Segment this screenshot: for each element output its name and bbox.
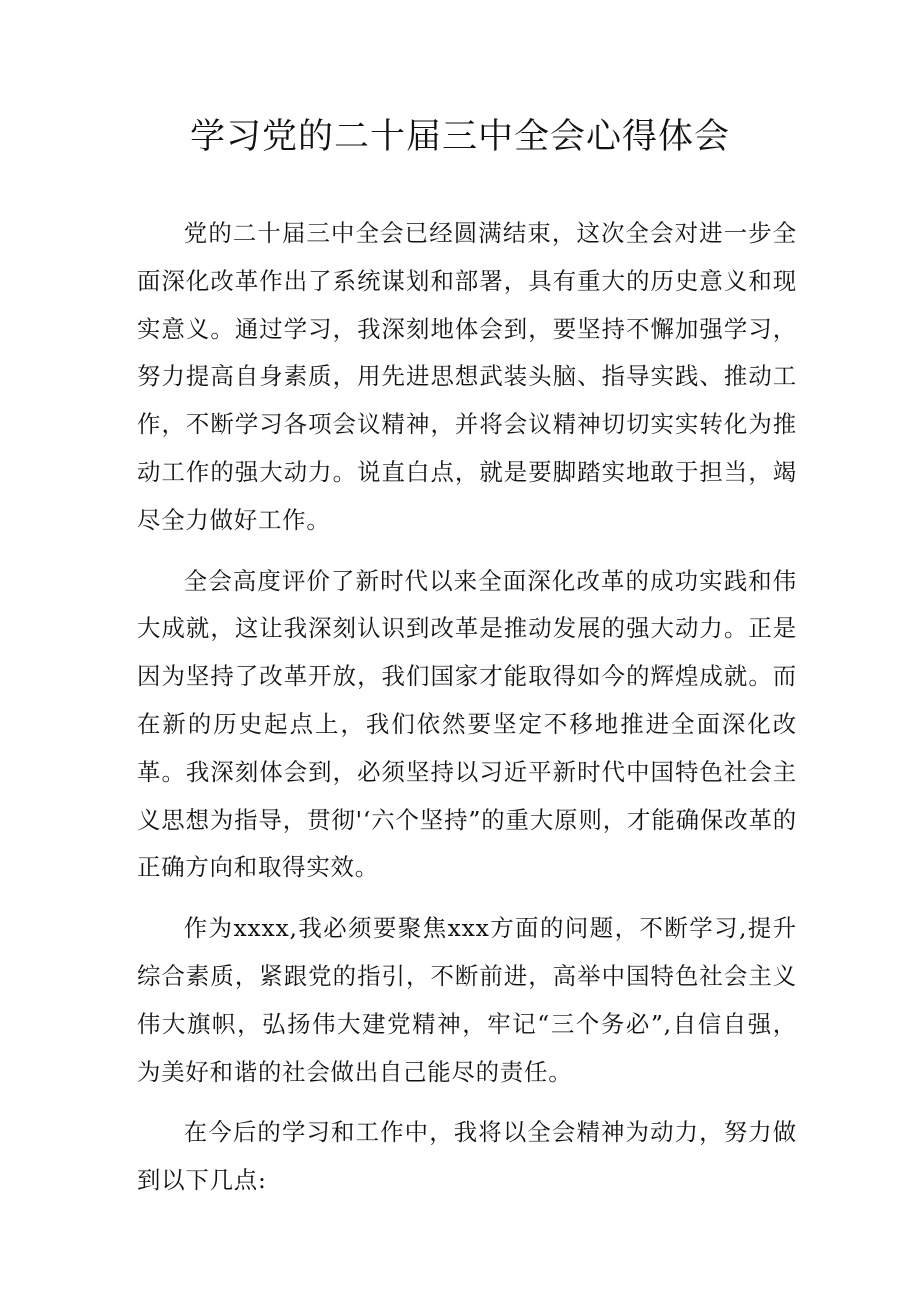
paragraph-1: 党的二十届三中全会已经圆满结束，这次全会对进一步全面深化改革作出了系统谋划和部署，具有重大的历史意义和现实意义。通过学习，我深刻地体会到，要坚持不懈加强学习，努力提高自身素质，用先进思想武装头脑、指导实践、推动工作，不断学习各项会议精神，并将会议精神切切实实转化为推动工作的强大动力。说直白点，就是要脚踏实地敢于担当，竭尽全力做好工作。: [137, 219, 797, 534]
paragraph-4: 在今后的学习和工作中，我将以全会精神为动力，努力做到以下几点:: [137, 1118, 797, 1195]
paragraph-2: 全会高度评价了新时代以来全面深化改革的成功实践和伟大成就，这让我深刻认识到改革是推动发展的强大动力。正是因为坚持了改革开放，我们国家才能取得如今的辉煌成就。而在新的历史起点上，我们依然要坚定不移地推进全面深化改革。我深刻体会到，必须坚持以习近平新时代中国特色社会主义思想为指导，贯彻'‘六个坚持”的重大原则，才能确保改革的正确方向和取得实效。: [137, 566, 797, 882]
paragraph-3: 作为xxxx,我必须要聚焦xxx方面的问题，不断学习,提升综合素质，紧跟党的指引，不断前进，高举中国特色社会主义伟大旗帜，弘扬伟大建党精神，牢记“三个务必”,自信自强，为美好和谐的社会做出自己能尽的责任。: [137, 914, 797, 1086]
document-title: 学习党的二十届三中全会心得体会: [189, 117, 730, 157]
document-body: [137, 210, 797, 1218]
